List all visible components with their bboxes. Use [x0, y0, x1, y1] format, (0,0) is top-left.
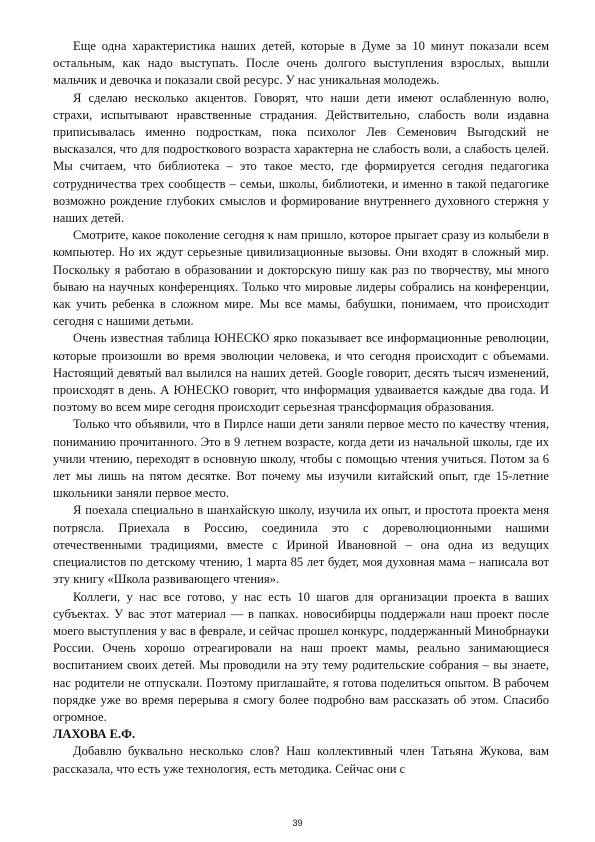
- paragraph: Смотрите, какое поколение сегодня к нам пришло, которое прыгает сразу из колыбели в компьютер. Но их ждут серьезные цивилизационные вызовы. Они входят в сложный мир. Поскольку я работаю в образовании и докторскую пишу как раз по творчеству, мы много бываю на научных конференциях. Только что мировые лидеры собрались на конференции, как учить ребенка в сложном мире. Мы все мамы, бабушки, понимаем, что происходит сегодня с нашими детьми.: [53, 228, 549, 329]
- document-body: [53, 38, 549, 778]
- paragraph: Только что объявили, что в Пирлсе наши дети заняли первое место по качеству чтения, пониманию прочитанного. Это в 9 летнем возрасте, когда дети из начальной школы, где их учили чтению, переходят в основную школу, чтобы с помощью чтения учиться. Потом за 6 лет мы лишь на пятом десятке. Вот почему мы изучили китайский опыт, где 15-летние школьники заняли первое место.: [53, 417, 549, 501]
- paragraph: Добавлю буквально несколько слов? Наш коллективный член Татьяна Жукова, вам рассказала, что есть уже технология, есть методика. Сейчас они с: [53, 744, 549, 776]
- paragraph: Я поехала специально в шанхайскую школу, изучила их опыт, и простота проекта меня потрясла. Приехала в Россию, соединила это с дореволюционными нашими отечественными традициями, вместе с Ириной Ивановной – она одна из ведущих специалистов по детскому чтению, 1 марта 85 лет будет, моя духовная мама – написала вот эту книгу «Школа развивающего чтения».: [53, 503, 549, 587]
- page-number: 39: [292, 818, 303, 828]
- paragraph: Еще одна характеристика наших детей, которые в Думе за 10 минут показали всем остальным, как надо выступать. После очень долгого выступления взрослых, вышли мальчик и девочка и показали свой ресурс. У нас уникальная молодежь.: [53, 39, 549, 88]
- paragraph: Я сделаю несколько акцентов. Говорят, что наши дети имеют ослабленную волю, страхи, испытывают нравственные страдания. Действительно, слабость воли издавна приписывалась именно подросткам, пока психолог Лев Семенович Выгодский не высказался, что для подросткового возраста характерна не слабость воли, а слабость целей. Мы считаем, что библиотека – это такое место, где формируется сегодня педагогика сотрудничества трех сообществ – семьи, школы, библиотеки, и именно в такой педагогике возможно рождение глубоких смыслов и формирование внутреннего духовного стержня у наших детей.: [53, 90, 549, 226]
- paragraph: Очень известная таблица ЮНЕСКО ярко показывает все информационные революции, которые произошли во время эволюции человека, и что сегодня происходит с объемами. Настоящий девятый вал вылился на наших детей. Google говорит, десять тысяч изменений, происходят в день. А ЮНЕСКО говорит, что информация удваивается каждые два года. И поэтому во всем мире сегодня происходит серьезная трансформация образования.: [53, 331, 549, 415]
- speaker-name: ЛАХОВА Е.Ф.: [53, 727, 136, 742]
- paragraph: Коллеги, у нас все готово, у нас есть 10 шагов для организации проекта в ваших субъектах. У вас этот материал — в папках. новосибирцы поддержали наш проект после моего выступления у вас в феврале, и сейчас прошел конкурс, поддержанный Минобрнауки России. Очень хорошо отреагировали на наш проект мамы, реально занимающиеся воспитанием своих детей. Мы проводили на эту тему родительские собрания – вы знаете, нас родители не отпускали. Поэтому приглашайте, я готова поделиться опытом. В рабочем порядке уже во время перерыва я смогу более подробно вам рассказать об этом. Спасибо огромное.: [53, 589, 549, 724]
